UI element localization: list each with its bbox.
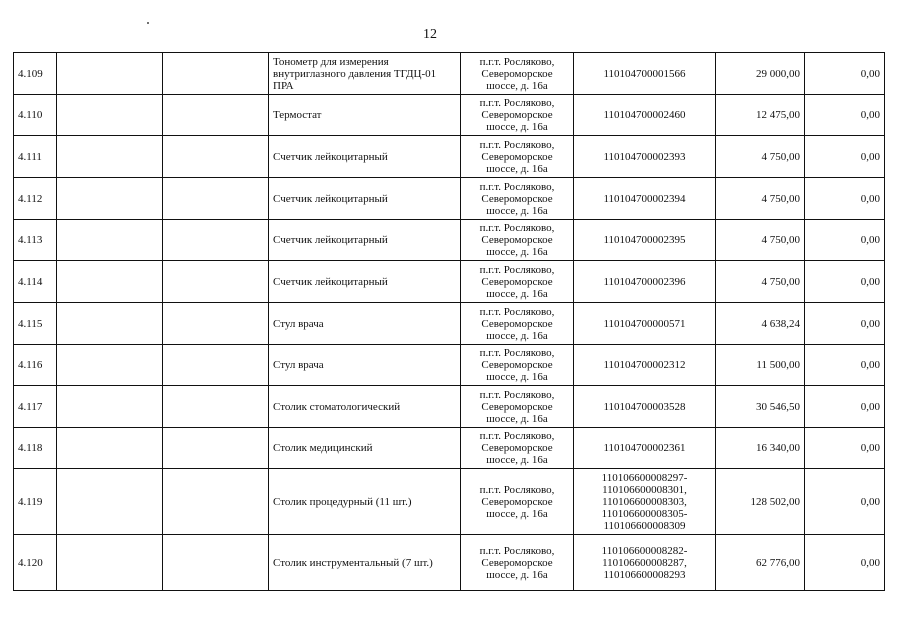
table-row — [14, 95, 885, 136]
cost-cell: 4 750,00 — [716, 220, 805, 261]
address-line: Североморское — [481, 317, 553, 330]
inventory-number-line: 110104700002393 — [603, 150, 686, 163]
inventory-number-cell — [574, 428, 716, 469]
empty-cell — [57, 386, 163, 428]
empty-cell — [163, 469, 269, 535]
address-cell — [461, 428, 574, 469]
address-line: шоссе, д. 16а — [486, 246, 548, 258]
page-number: 12 — [423, 27, 437, 42]
address-line: п.г.т. Росляково, — [479, 483, 555, 496]
item-name-cell: Стул врача — [269, 345, 461, 386]
empty-cell — [57, 220, 163, 261]
table-row — [14, 303, 885, 345]
scan-speck — [147, 22, 149, 24]
residual-value-cell: 0,00 — [805, 178, 885, 220]
address-line: п.г.т. Росляково, — [479, 222, 555, 234]
inventory-number-cell — [574, 303, 716, 345]
cost-cell: 16 340,00 — [716, 428, 805, 469]
cost-cell: 12 475,00 — [716, 95, 805, 136]
table-row — [14, 261, 885, 303]
address-line: п.г.т. Росляково, — [479, 138, 555, 151]
item-name-cell: Тонометр для измерения внутриглазного давления ТГДЦ-01 ПРА — [269, 53, 461, 95]
row-number-cell: 4.109 — [14, 53, 57, 95]
inventory-number-line: 110104700002395 — [603, 234, 686, 246]
inventory-number-line: 110104700002312 — [603, 359, 686, 371]
cost-cell: 30 546,50 — [716, 386, 805, 428]
empty-cell — [163, 428, 269, 469]
row-number-cell: 4.112 — [14, 178, 57, 220]
address-line: шоссе, д. 16а — [486, 329, 548, 342]
address-cell — [461, 261, 574, 303]
address-cell — [461, 535, 574, 591]
table-row — [14, 428, 885, 469]
inventory-number-line: 110104700001566 — [603, 67, 686, 80]
inventory-number-line: 110106600008301, — [602, 483, 687, 496]
address-line: шоссе, д. 16а — [486, 412, 548, 425]
residual-value-cell: 0,00 — [805, 535, 885, 591]
empty-cell — [163, 303, 269, 345]
address-line: п.г.т. Росляково, — [479, 97, 555, 109]
table-row — [14, 469, 885, 535]
table-row — [14, 386, 885, 428]
row-number-cell: 4.114 — [14, 261, 57, 303]
item-name-cell: Столик медицинский — [269, 428, 461, 469]
row-number-cell: 4.111 — [14, 136, 57, 178]
empty-cell — [57, 136, 163, 178]
cost-cell: 4 750,00 — [716, 261, 805, 303]
residual-value-cell: 0,00 — [805, 345, 885, 386]
row-number-cell: 4.113 — [14, 220, 57, 261]
empty-cell — [57, 345, 163, 386]
residual-value-cell: 0,00 — [805, 220, 885, 261]
empty-cell — [163, 220, 269, 261]
empty-cell — [57, 261, 163, 303]
inventory-number-cell — [574, 386, 716, 428]
residual-value-cell: 0,00 — [805, 386, 885, 428]
inventory-number-line: 110106600008287, — [602, 556, 687, 569]
empty-cell — [163, 178, 269, 220]
address-line: Североморское — [481, 192, 553, 205]
address-line: Североморское — [481, 67, 553, 80]
inventory-number-cell — [574, 53, 716, 95]
empty-cell — [163, 535, 269, 591]
inventory-number-cell — [574, 220, 716, 261]
address-cell — [461, 136, 574, 178]
inventory-number-line: 110104700002394 — [603, 192, 686, 205]
cost-cell: 4 750,00 — [716, 178, 805, 220]
address-line: п.г.т. Росляково, — [479, 305, 555, 318]
inventory-number-line: 110104700002361 — [603, 442, 686, 454]
inventory-number-line: 110106600008303, — [602, 495, 687, 508]
residual-value-cell: 0,00 — [805, 261, 885, 303]
item-name-cell: Термостат — [269, 95, 461, 136]
empty-cell — [163, 386, 269, 428]
row-number-cell: 4.116 — [14, 345, 57, 386]
address-line: шоссе, д. 16а — [486, 79, 548, 92]
cost-cell: 62 776,00 — [716, 535, 805, 591]
item-name-cell: Счетчик лейкоцитарный — [269, 136, 461, 178]
inventory-number-cell — [574, 345, 716, 386]
address-line: шоссе, д. 16а — [486, 162, 548, 175]
empty-cell — [163, 136, 269, 178]
address-line: Североморское — [481, 495, 553, 508]
address-line: шоссе, д. 16а — [486, 121, 548, 133]
inventory-number-line: 110104700000571 — [603, 317, 686, 330]
empty-cell — [57, 95, 163, 136]
item-name-cell: Счетчик лейкоцитарный — [269, 261, 461, 303]
inventory-number-line: 110104700002460 — [603, 109, 686, 121]
cost-cell: 128 502,00 — [716, 469, 805, 535]
cost-cell: 29 000,00 — [716, 53, 805, 95]
empty-cell — [163, 261, 269, 303]
address-line: п.г.т. Росляково, — [479, 263, 555, 276]
empty-cell — [57, 53, 163, 95]
address-line: п.г.т. Росляково, — [479, 544, 555, 557]
residual-value-cell: 0,00 — [805, 428, 885, 469]
row-number-cell: 4.120 — [14, 535, 57, 591]
table-row — [14, 178, 885, 220]
item-name-cell: Столик процедурный (11 шт.) — [269, 469, 461, 535]
inventory-number-cell — [574, 261, 716, 303]
address-cell — [461, 53, 574, 95]
table-row — [14, 220, 885, 261]
inventory-number-line: 110106600008309 — [603, 519, 686, 532]
table-row — [14, 345, 885, 386]
item-name-cell: Столик инструментальный (7 шт.) — [269, 535, 461, 591]
address-cell — [461, 303, 574, 345]
address-cell — [461, 345, 574, 386]
empty-cell — [57, 469, 163, 535]
empty-cell — [163, 53, 269, 95]
table-body — [14, 53, 885, 591]
address-line: шоссе, д. 16а — [486, 454, 548, 466]
empty-cell — [163, 345, 269, 386]
inventory-number-cell — [574, 535, 716, 591]
row-number-cell: 4.119 — [14, 469, 57, 535]
address-cell — [461, 178, 574, 220]
address-line: шоссе, д. 16а — [486, 204, 548, 217]
empty-cell — [57, 178, 163, 220]
address-cell — [461, 469, 574, 535]
address-line: шоссе, д. 16а — [486, 568, 548, 581]
inventory-number-cell — [574, 136, 716, 178]
address-line: шоссе, д. 16а — [486, 287, 548, 300]
address-line: Североморское — [481, 275, 553, 288]
item-name-cell: Счетчик лейкоцитарный — [269, 178, 461, 220]
table-row — [14, 136, 885, 178]
residual-value-cell: 0,00 — [805, 469, 885, 535]
inventory-number-line: 110106600008297- — [601, 471, 688, 484]
address-line: Североморское — [481, 359, 553, 371]
cost-cell: 11 500,00 — [716, 345, 805, 386]
address-line: Североморское — [481, 109, 553, 121]
address-cell — [461, 386, 574, 428]
address-cell — [461, 95, 574, 136]
address-line: шоссе, д. 16а — [486, 507, 548, 520]
address-line: п.г.т. Росляково, — [479, 388, 555, 401]
address-line: шоссе, д. 16а — [486, 371, 548, 383]
inventory-number-line: 110106600008305- — [601, 507, 688, 520]
item-name-cell: Счетчик лейкоцитарный — [269, 220, 461, 261]
address-cell — [461, 220, 574, 261]
table-row — [14, 535, 885, 591]
empty-cell — [57, 428, 163, 469]
address-line: Североморское — [481, 442, 553, 454]
inventory-number-cell — [574, 95, 716, 136]
cost-cell: 4 750,00 — [716, 136, 805, 178]
inventory-number-line: 110106600008293 — [603, 568, 686, 581]
address-line: п.г.т. Росляково, — [479, 55, 555, 68]
empty-cell — [163, 95, 269, 136]
inventory-number-cell — [574, 178, 716, 220]
address-line: п.г.т. Росляково, — [479, 347, 555, 359]
table-row — [14, 53, 885, 95]
residual-value-cell: 0,00 — [805, 53, 885, 95]
inventory-table — [13, 52, 885, 591]
empty-cell — [57, 535, 163, 591]
item-name-cell: Стул врача — [269, 303, 461, 345]
address-line: п.г.т. Росляково, — [479, 430, 555, 442]
inventory-number-line: 110104700003528 — [603, 400, 686, 413]
address-line: Североморское — [481, 400, 553, 413]
cost-cell: 4 638,24 — [716, 303, 805, 345]
row-number-cell: 4.110 — [14, 95, 57, 136]
residual-value-cell: 0,00 — [805, 95, 885, 136]
residual-value-cell: 0,00 — [805, 136, 885, 178]
row-number-cell: 4.115 — [14, 303, 57, 345]
inventory-number-line: 110104700002396 — [603, 275, 686, 288]
address-line: Североморское — [481, 556, 553, 569]
inventory-number-cell — [574, 469, 716, 535]
empty-cell — [57, 303, 163, 345]
address-line: Североморское — [481, 150, 553, 163]
address-line: Североморское — [481, 234, 553, 246]
residual-value-cell: 0,00 — [805, 303, 885, 345]
row-number-cell: 4.117 — [14, 386, 57, 428]
inventory-number-line: 110106600008282- — [601, 544, 688, 557]
item-name-cell: Столик стоматологический — [269, 386, 461, 428]
row-number-cell: 4.118 — [14, 428, 57, 469]
address-line: п.г.т. Росляково, — [479, 180, 555, 193]
